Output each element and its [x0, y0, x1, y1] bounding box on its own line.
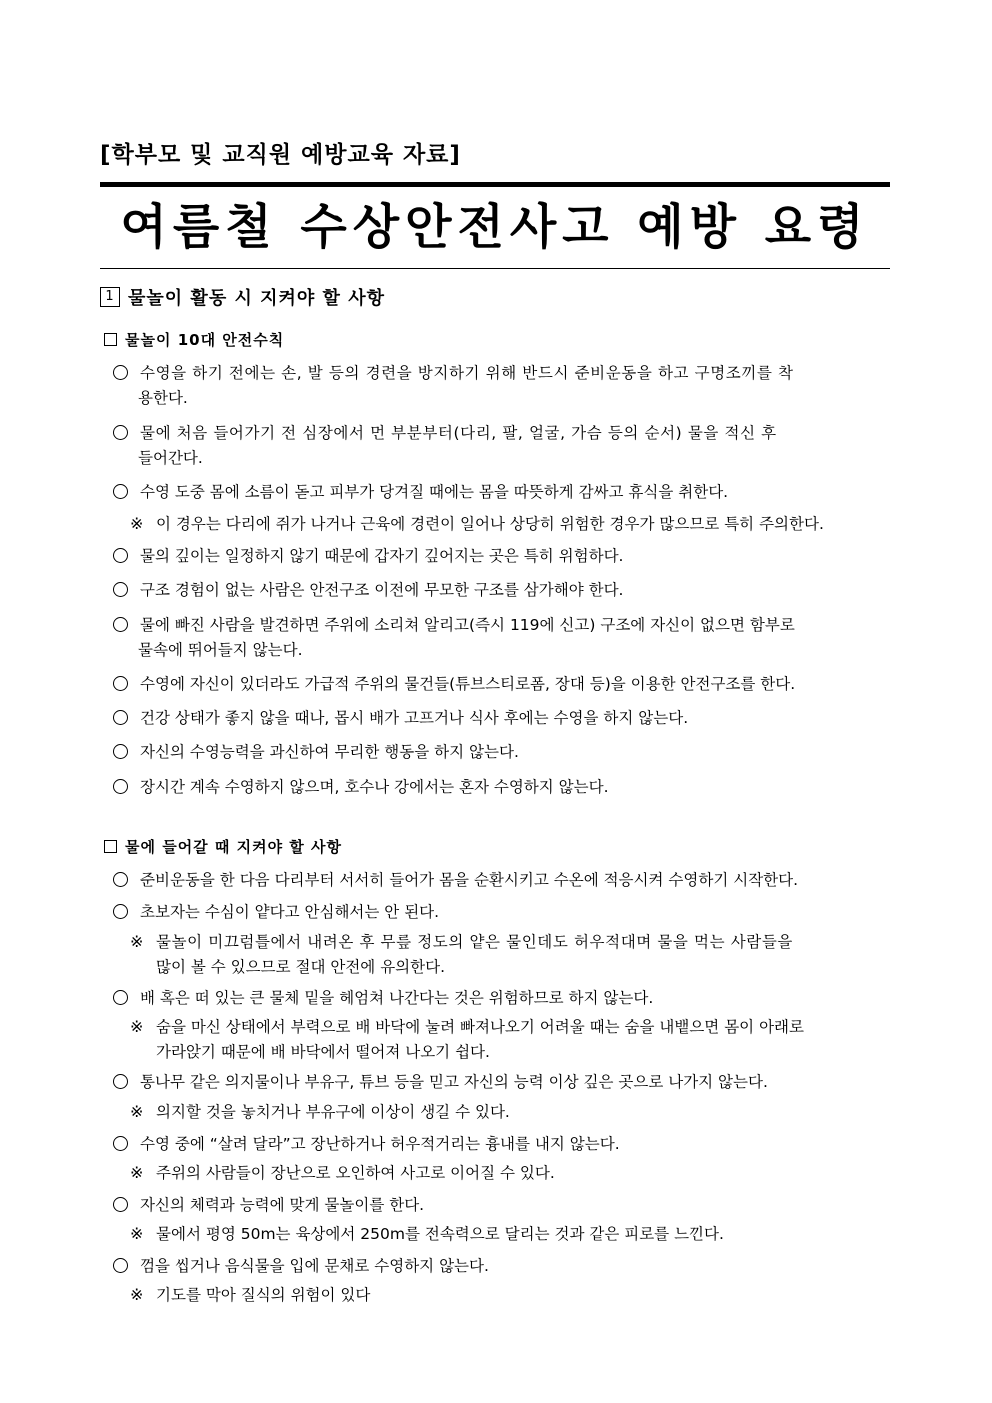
circle-bullet-icon — [113, 484, 128, 499]
circle-bullet-icon — [113, 710, 128, 725]
reference-mark-icon: ※ — [130, 1224, 144, 1243]
circle-bullet-icon — [113, 365, 128, 380]
circle-bullet-icon — [113, 904, 128, 919]
list-item: 초보자는 수심이 얕다고 안심해서는 안 된다. — [110, 900, 896, 925]
circle-bullet-icon — [113, 1258, 128, 1273]
note-item: ※ 의지할 것을 놓치거나 부유구에 이상이 생길 수 있다. — [130, 1099, 900, 1125]
circle-bullet-icon — [113, 744, 128, 759]
reference-mark-icon: ※ — [130, 1285, 144, 1304]
note-item: ※ 주위의 사람들이 장난으로 오인하여 사고로 이어질 수 있다. — [130, 1160, 900, 1186]
subsection-a-heading — [104, 329, 284, 350]
reference-mark-icon: ※ — [130, 514, 144, 533]
square-bullet-icon — [104, 333, 117, 346]
list-item: 배 혹은 떠 있는 큰 물체 밑을 헤엄쳐 나간다는 것은 위험하므로 하지 않는다. — [110, 986, 896, 1011]
circle-bullet-icon — [113, 990, 128, 1005]
list-item: 건강 상태가 좋지 않을 때나, 몹시 배가 고프거나 식사 후에는 수영을 하지 않는다. — [110, 706, 896, 731]
section-number-box: 1 — [100, 287, 120, 307]
reference-mark-icon: ※ — [130, 932, 144, 951]
reference-mark-icon: ※ — [130, 1102, 144, 1121]
list-item: 자신의 수영능력을 과신하여 무리한 행동을 하지 않는다. — [110, 740, 896, 765]
circle-bullet-icon — [113, 1074, 128, 1089]
list-item: 장시간 계속 수영하지 않으며, 호수나 강에서는 혼자 수영하지 않는다. — [110, 775, 896, 800]
circle-bullet-icon — [113, 676, 128, 691]
list-item: 수영에 자신이 있더라도 가급적 주위의 물건들(튜브스티로폼, 장대 등)을 이용한 안전구조를 한다. — [110, 672, 896, 697]
circle-bullet-icon — [113, 582, 128, 597]
square-bullet-icon — [104, 840, 117, 853]
circle-bullet-icon — [113, 425, 128, 440]
document-title: 여름철 수상안전사고 예방 요령 — [120, 199, 870, 255]
list-item: 구조 경험이 없는 사람은 안전구조 이전에 무모한 구조를 삼가해야 한다. — [110, 578, 896, 603]
circle-bullet-icon — [113, 779, 128, 794]
list-item: 수영 도중 몸에 소름이 돋고 피부가 당겨질 때에는 몸을 따뜻하게 감싸고 휴식을 취한다. — [110, 480, 896, 505]
title-bottom-rule — [100, 268, 890, 269]
reference-mark-icon: ※ — [130, 1017, 144, 1036]
note-item: ※ 숨을 마신 상태에서 부력으로 배 바닥에 눌려 빠져나오기 어려울 때는 숨을 내뱉으면 몸이 아래로 가라앉기 때문에 배 바닥에서 떨어져 나오기 쉽다. — [130, 1014, 900, 1065]
circle-bullet-icon — [113, 548, 128, 563]
list-item: 통나무 같은 의지물이나 부유구, 튜브 등을 믿고 자신의 능력 이상 깊은 곳으로 나가지 않는다. — [110, 1070, 896, 1095]
subsection-b-heading — [104, 836, 342, 857]
list-item: 수영 중에 “살려 달라”고 장난하거나 허우적거리는 흉내를 내지 않는다. — [110, 1132, 896, 1157]
list-item: 물에 빠진 사람을 발견하면 주위에 소리쳐 알리고(즉시 119에 신고) 구조에 자신이 없으면 함부로 물속에 뛰어들지 않는다. — [110, 613, 896, 663]
section-1-heading — [100, 284, 385, 310]
list-item: 준비운동을 한 다음 다리부터 서서히 들어가 몸을 순환시키고 수온에 적응시켜 수영하기 시작한다. — [110, 868, 896, 893]
circle-bullet-icon — [113, 872, 128, 887]
list-item: 물의 깊이는 일정하지 않기 때문에 갑자기 깊어지는 곳은 특히 위험하다. — [110, 544, 896, 569]
list-item: 물에 처음 들어가기 전 심장에서 먼 부분부터(다리, 팔, 얼굴, 가슴 등의 순서) 물을 적신 후 들어간다. — [110, 421, 896, 471]
document-category-label: [학부모 및 교직원 예방교육 자료] — [100, 142, 461, 168]
note-item: ※ 이 경우는 다리에 쥐가 나거나 근육에 경련이 일어나 상당히 위험한 경우가 많으므로 특히 주의한다. — [130, 511, 900, 537]
note-item: ※ 기도를 막아 질식의 위험이 있다 — [130, 1282, 900, 1308]
circle-bullet-icon — [113, 1197, 128, 1212]
circle-bullet-icon — [113, 1136, 128, 1151]
list-item: 수영을 하기 전에는 손, 발 등의 경련을 방지하기 위해 반드시 준비운동을 하고 구명조끼를 착 용한다. — [110, 361, 896, 411]
section-1-title: 물놀이 활동 시 지켜야 할 사항 — [128, 288, 385, 309]
reference-mark-icon: ※ — [130, 1163, 144, 1182]
note-item: ※ 물놀이 미끄럼틀에서 내려온 후 무릎 정도의 얕은 물인데도 허우적대며 물을 먹는 사람들을 많이 볼 수 있으므로 절대 안전에 유의한다. — [130, 929, 900, 980]
list-item: 껌을 씹거나 음식물을 입에 문채로 수영하지 않는다. — [110, 1254, 896, 1279]
note-item: ※ 물에서 평영 50m는 육상에서 250m를 전속력으로 달리는 것과 같은 피로를 느낀다. — [130, 1221, 900, 1247]
circle-bullet-icon — [113, 617, 128, 632]
list-item: 자신의 체력과 능력에 맞게 물놀이를 한다. — [110, 1193, 896, 1218]
subsection-a-title: 물놀이 10대 안전수칙 — [125, 331, 285, 349]
subsection-b-title: 물에 들어갈 때 지켜야 할 사항 — [125, 838, 342, 856]
title-top-rule — [100, 182, 890, 187]
